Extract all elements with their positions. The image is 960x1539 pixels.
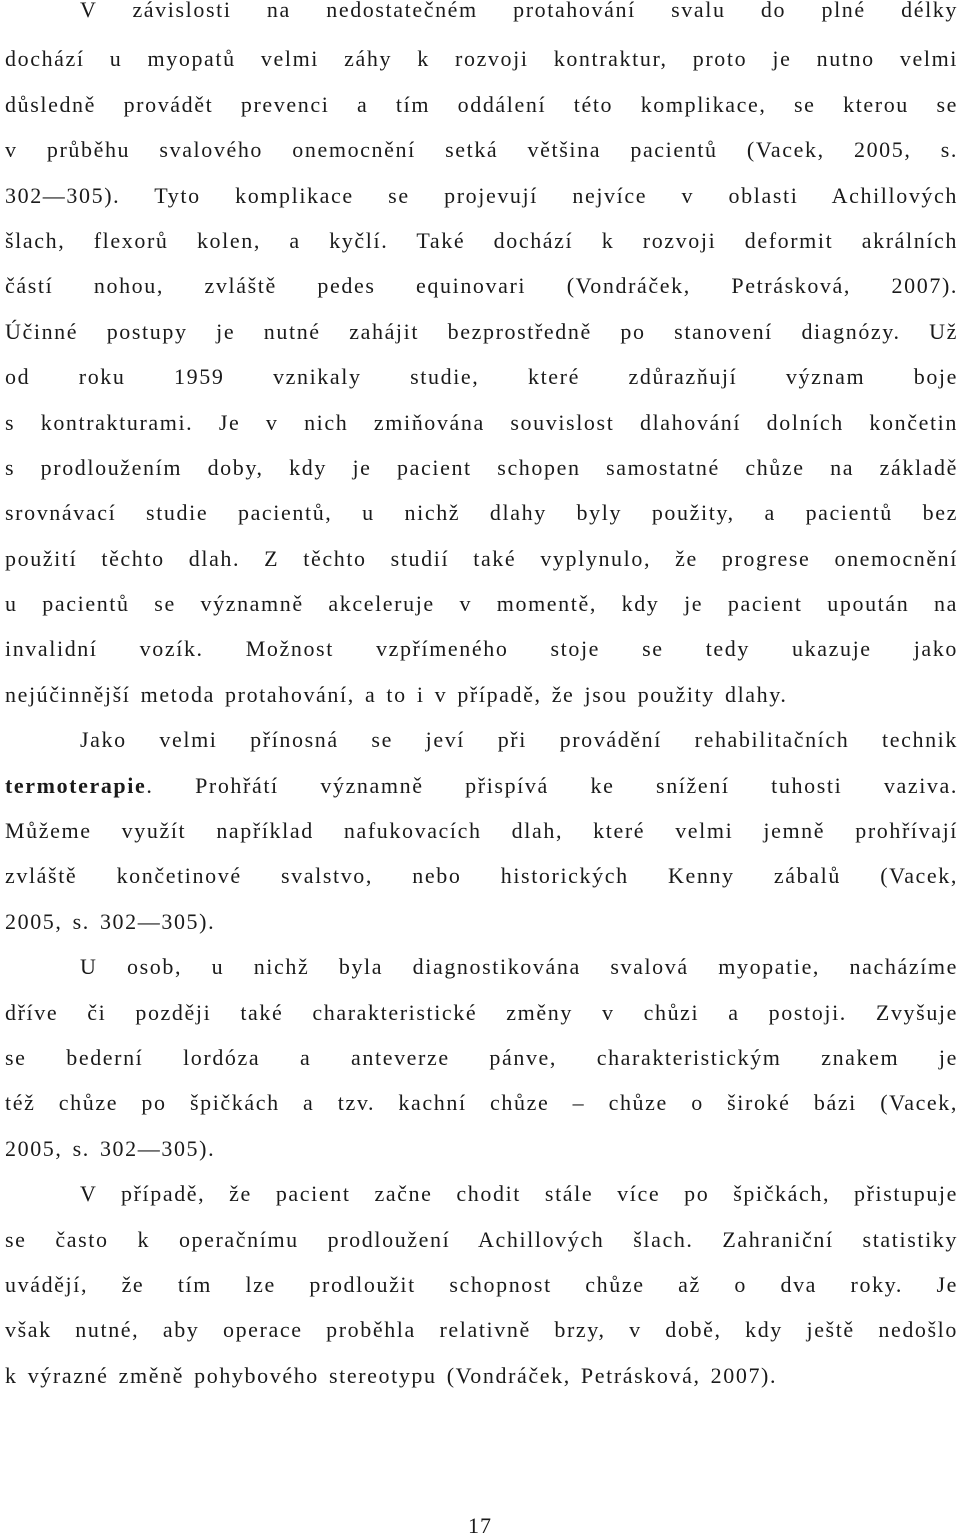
text-line: srovnávací studie pacientů, u nichž dlahy byly použity, a pacientů bez [5,500,958,526]
text-line: dochází u myopatů velmi záhy k rozvoji kontraktur, proto je nutno velmi [5,46,958,72]
text-line: 302―305). Tyto komplikace se projevují nejvíce v oblasti Achillových [5,182,958,208]
document-page [5,0,958,1407]
paragraph-thermotherapy [5,726,958,953]
text-line: však nutné, aby operace proběhla relativně brzy, v době, kdy ještě nedošlo [5,1317,958,1343]
paragraph-achilles-surgery [5,1180,958,1407]
text-fragment: . Prohřátí významně přispívá ke snížení tuhosti vaziva. [146,772,958,798]
paragraph-gait-changes [5,953,958,1180]
text-line: též chůze po špičkách a tzv. kachní chůze – chůze o široké bázi (Vacek, [5,1090,958,1116]
text-line: se bederní lordóza a anteverze pánve, charakteristickým znakem je [5,1044,958,1070]
text-line: částí nohou, zvláště pedes equinovari (Vondráček, Petrásková, 2007). [5,273,958,299]
text-line: důsledně provádět prevenci a tím oddálení této komplikace, se kterou se [5,91,958,117]
emphasis-term: termoterapie [5,772,147,798]
text-line: Účinné postupy je nutné zahájit bezprostředně po stanovení diagnózy. Už [5,318,958,344]
text-line: V závislosti na nedostatečném protahování svalu do plné délky [80,0,958,22]
paragraph-contractures [5,0,958,726]
text-line: u pacientů se významně akceleruje v momentě, kdy je pacient upoután na [5,591,958,617]
text-line: 2005, s. 302―305). [5,908,216,934]
text-line: s prodloužením doby, kdy je pacient schopen samostatné chůze na základě [5,454,958,480]
text-line: 2005, s. 302―305). [5,1135,216,1161]
text-line: U osob, u nichž byla diagnostikována svalová myopatie, nacházíme [80,954,958,980]
text-line: použití těchto dlah. Z těchto studií také vyplynulo, že progrese onemocnění [5,545,958,571]
text-line: invalidní vozík. Možnost vzpřímeného stoje se tedy ukazuje jako [5,636,958,662]
text-line: od roku 1959 vznikaly studie, které zdůrazňují význam boje [5,364,958,390]
text-line: V případě, že pacient začne chodit stále více po špičkách, přistupuje [80,1181,958,1207]
text-line: Můžeme využít například nafukovacích dlah, které velmi jemně prohřívají [5,818,958,844]
text-line [5,772,958,817]
text-line: zvláště končetinové svalstvo, nebo historických Kenny zábalů (Vacek, [5,863,958,889]
text-line: nejúčinnější metoda protahování, a to i v případě, že jsou použity dlahy. [5,681,788,707]
text-line: dříve či později také charakteristické změny v chůzi a postoji. Zvyšuje [5,999,958,1025]
page-number: 17 [468,1513,492,1538]
text-line: se často k operačnímu prodloužení Achillových šlach. Zahraniční statistiky [5,1226,958,1252]
text-line: k výrazné změně pohybového stereotypu (Vondráček, Petrásková, 2007). [5,1362,778,1388]
text-line: v průběhu svalového onemocnění setká většina pacientů (Vacek, 2005, s. [5,137,958,163]
text-line: Jako velmi přínosná se jeví při provádění rehabilitačních technik [80,727,958,753]
text-line: uvádějí, že tím lze prodloužit schopnost chůze až o dva roky. Je [5,1271,958,1297]
text-line: šlach, flexorů kolen, a kyčlí. Také dochází k rozvoji deformit akrálních [5,227,958,253]
text-line: s kontrakturami. Je v nich zmiňována souvislost dlahování dolních končetin [5,409,958,435]
